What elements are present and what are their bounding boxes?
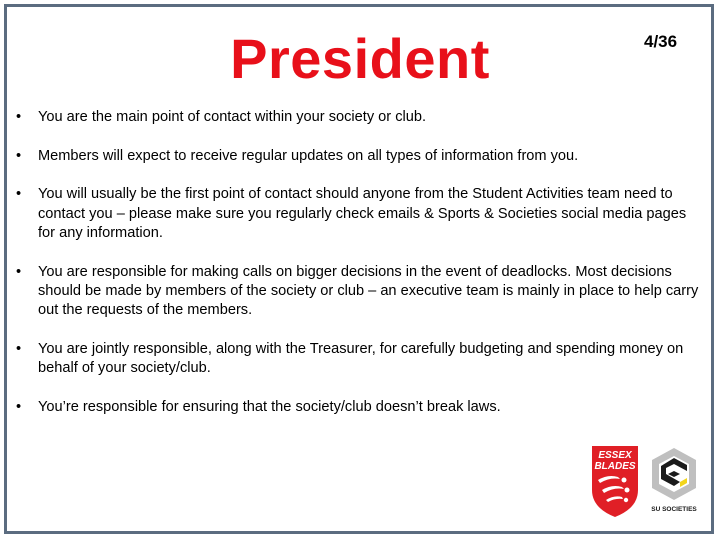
- bullet-text: You are responsible for making calls on bigger decisions in the event of deadlocks. Most decisions should be made by members of the society or club – an executive team is mainly in place to help carry out the requests of the members.: [38, 263, 699, 318]
- bullet-item: [16, 340, 706, 378]
- logos-group: [588, 444, 700, 518]
- bullet-glyph: •: [16, 147, 22, 164]
- bullet-item: [16, 147, 706, 166]
- blades-word-2: BLADES: [594, 461, 636, 472]
- blades-word-1: ESSEX: [598, 450, 632, 461]
- bullet-text: You are jointly responsible, along with the Treasurer, for carefully budgeting and spending money on behalf of your society/club.: [38, 340, 684, 376]
- bullet-glyph: •: [16, 186, 22, 203]
- bullet-item: [16, 108, 706, 127]
- essex-blades-logo: [592, 446, 638, 517]
- su-societies-caption: SU SOCIETIES: [651, 506, 697, 513]
- page-number: 4/36: [644, 32, 678, 51]
- slide-title: President: [230, 27, 490, 90]
- bullet-item: [16, 185, 706, 243]
- bullet-text: Members will expect to receive regular updates on all types of information from you.: [38, 147, 579, 164]
- su-societies-logo: [651, 448, 697, 513]
- bullet-text: You will usually be the first point of contact should anyone from the Student Activities team need to contact you – please make sure you regularly check emails & Sports & Societies social media pages for any information.: [38, 186, 687, 241]
- bullet-item: [16, 398, 706, 417]
- bullet-text: You are the main point of contact within your society or club.: [38, 109, 427, 125]
- bullet-glyph: •: [16, 340, 22, 357]
- bullet-glyph: •: [16, 398, 22, 415]
- bullet-text: You’re responsible for ensuring that the society/club doesn’t break laws.: [38, 398, 501, 415]
- bullet-item: [16, 263, 706, 321]
- bullet-glyph: •: [16, 263, 22, 280]
- bullet-list: [16, 108, 706, 436]
- bullet-glyph: •: [16, 109, 22, 125]
